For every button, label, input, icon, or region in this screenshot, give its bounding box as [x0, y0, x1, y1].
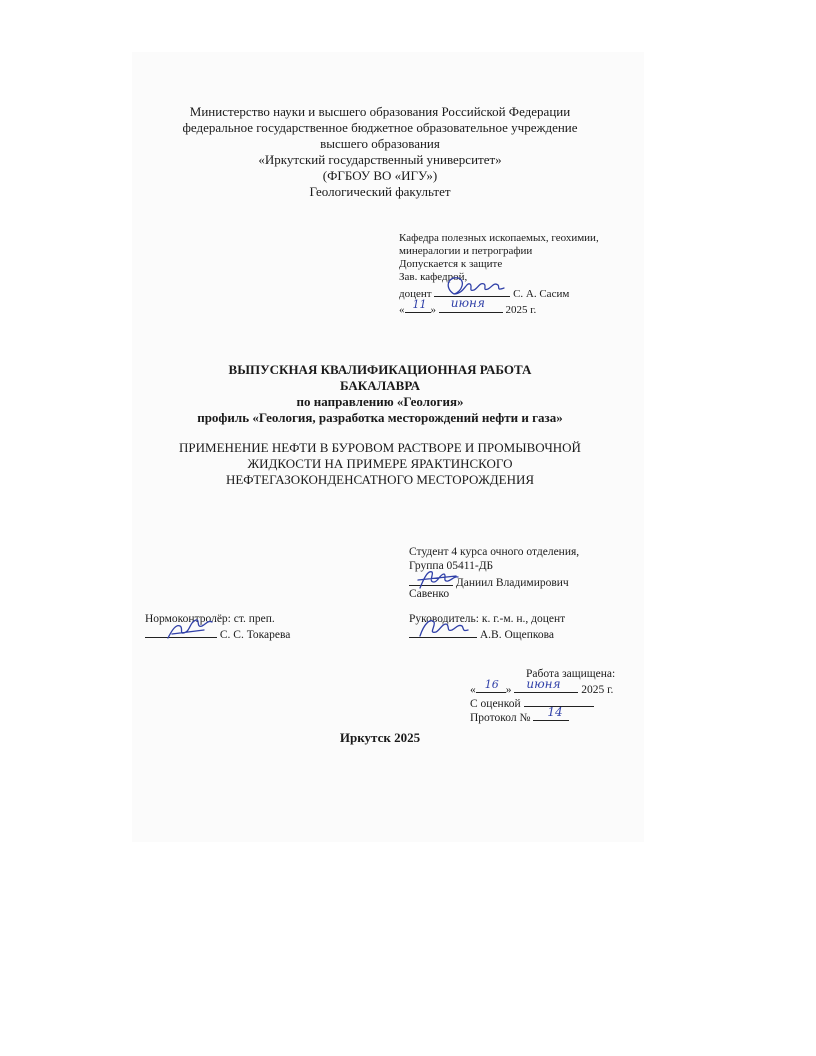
university-abbreviation: (ФГБОУ ВО «ИГУ») [322, 168, 438, 183]
university-name: «Иркутский государственный университет» [258, 152, 502, 167]
defense-day-field [476, 678, 506, 693]
work-type-line-1: ВЫПУСКНАЯ КВАЛИФИКАЦИОННАЯ РАБОТА [228, 362, 532, 377]
institution-type-line: федеральное государственное бюджетное образовательное учреждение [182, 120, 578, 135]
student-course: Студент 4 курса очного отделения, [409, 546, 580, 558]
faculty-name: Геологический факультет [309, 184, 451, 199]
approval-day: 11 [412, 298, 427, 311]
defense-day: 16 [484, 678, 499, 691]
approval-date-line: « 11 » июня 2025 г. [399, 296, 537, 316]
ministry-line: Министерство науки и высшего образования Российской Федерации [189, 104, 571, 119]
supervisor-signature [416, 614, 472, 642]
student-last-name: Савенко [409, 588, 450, 600]
work-direction: по направлению «Геология» [296, 394, 464, 409]
normcontrol-signature [160, 614, 216, 644]
defense-label: Работа защищена: [526, 668, 616, 680]
admitted-to-defense: Допускается к защите [399, 258, 503, 270]
approval-month: июня [450, 296, 485, 310]
thesis-title-line-3: НЕФТЕГАЗОКОНДЕНСАТНОГО МЕСТОРОЖДЕНИЯ [225, 472, 535, 487]
student-group: Группа 05411-ДБ [409, 560, 494, 572]
approval-day-field [405, 298, 431, 313]
defense-month-field [514, 677, 578, 693]
defense-date-line: « 16 » июня 2025 г. [470, 677, 614, 696]
protocol-field [533, 705, 569, 721]
protocol-label: Протокол № [470, 712, 531, 724]
approval-year: 2025 г. [505, 304, 537, 316]
supervisor-label: Руководитель: к. г.-м. н., доцент [409, 613, 566, 625]
institution-level-line: высшего образования [320, 136, 440, 151]
protocol-number: 14 [547, 705, 563, 719]
student-first-name: Даниил Владимирович [455, 577, 569, 589]
head-of-department-title: Зав. кафедрой, [399, 271, 468, 283]
thesis-title-line-2: ЖИДКОСТИ НА ПРИМЕРЕ ЯРАКТИНСКОГО [247, 456, 513, 471]
protocol-line [470, 705, 569, 725]
work-profile: профиль «Геология, разработка месторождений нефти и газа» [197, 410, 563, 425]
department-line-1: Кафедра полезных ископаемых, геохимии, [399, 232, 599, 244]
work-type-line-2: БАКАЛАВРА [339, 378, 421, 393]
normcontrol-name: С. С. Токарева [219, 629, 291, 641]
city-year: Иркутск 2025 [339, 730, 421, 745]
department-line-2: минералогии и петрографии [399, 245, 533, 257]
approval-month-field [439, 296, 503, 313]
docent-prefix: доцент [399, 288, 432, 300]
grade-label: С оценкой [470, 698, 521, 710]
defense-month: июня [526, 677, 561, 691]
head-name: С. А. Сасим [513, 288, 570, 300]
defense-year: 2025 г. [581, 684, 614, 696]
student-signature [414, 566, 462, 594]
supervisor-name: А.В. Ощепкова [479, 629, 555, 641]
normcontrol-label: Нормоконтролёр: ст. преп. [145, 613, 275, 625]
thesis-title-line-1: ПРИМЕНЕНИЕ НЕФТИ В БУРОВОМ РАСТВОРЕ И ПРОМЫВОЧНОЙ [179, 440, 581, 455]
